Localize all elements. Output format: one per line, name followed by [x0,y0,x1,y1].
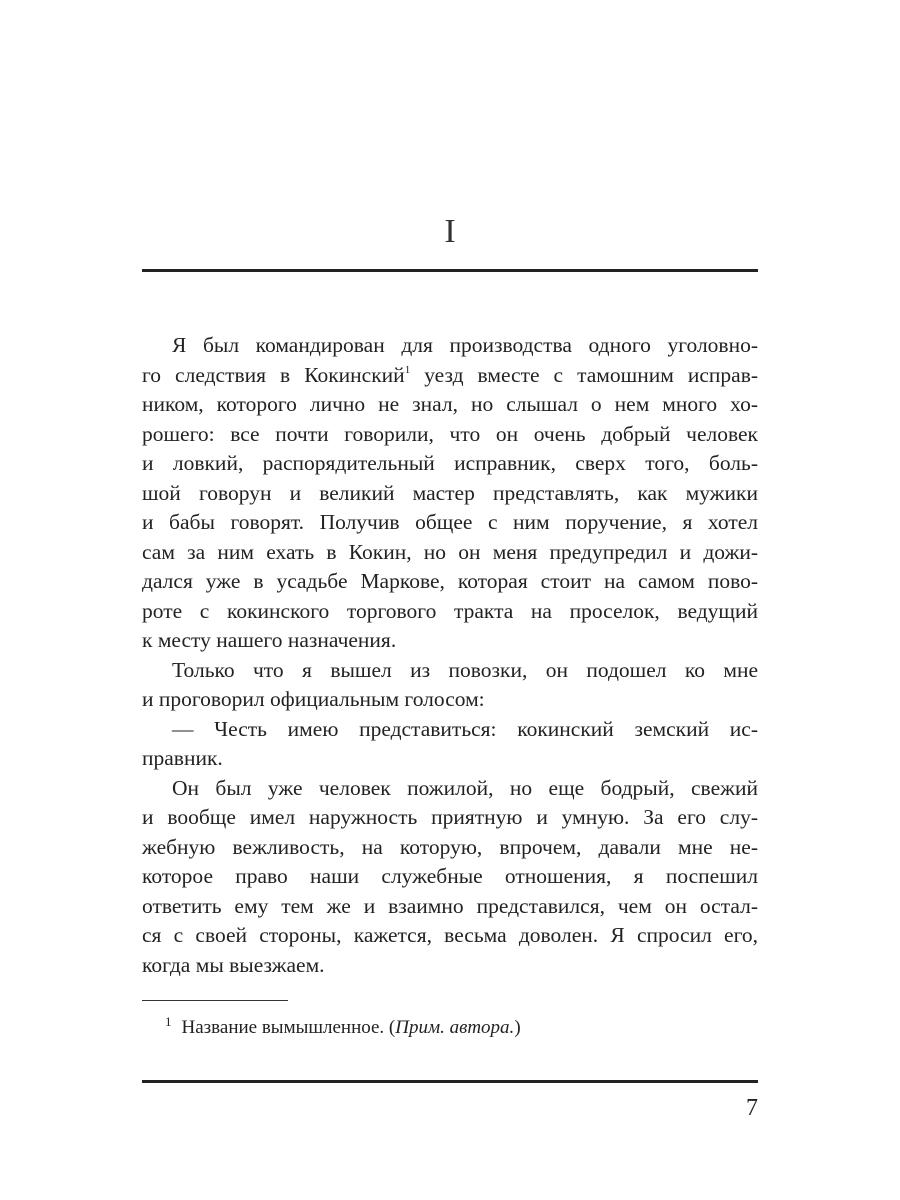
text-line: Он был уже человек пожилой, но еще бодрый, свежий [172,775,758,800]
text-line: — Честь имею представиться: кокинский земский ис- [172,716,758,741]
bottom-rule [142,1080,758,1083]
text-line: ся с своей стороны, кажется, весьма доволен. Я спросил его, [142,923,758,947]
footnote-text: Название вымышленное. ( [181,1017,396,1038]
footnote-reference[interactable]: 1 [404,363,411,376]
text-line: ником, которого лично не знал, но слышал о нем много хо- [142,392,758,416]
text-line: которое право наши служебные отношения, я поспешил [142,864,758,888]
text-line: ответить ему тем же и взаимно представился, чем он остал- [142,893,758,918]
text-line: Я был командирован для производства одного уголовно- [172,333,758,357]
text-fragment: уезд вместе с тамошним исправ- [424,362,758,387]
body-text [142,331,758,980]
text-line: и проговорил официальным голосом: [142,687,485,711]
text-fragment: го следствия в Кокинский [142,362,405,387]
text-line: когда мы выезжаем. [142,952,325,977]
text-line-with-footnote [142,361,758,391]
text-line: и ловкий, распорядительный исправник, сверх того, боль- [142,451,758,475]
text-line: Только что я вышел из повозки, он подошел ко мне [172,657,758,682]
text-line: к месту нашего назначения. [142,628,397,652]
text-line: жебную вежливость, на которую, впрочем, давали мне не- [142,834,758,859]
text-line: и вообще имел наружность приятную и умную. За его слу- [142,805,758,829]
footnote-italic-note: Прим. автора. [395,1017,515,1038]
text-line: правник. [142,746,223,770]
text-line: рошего: все почти говорили, что он очень добрый человек [142,421,758,446]
footnote-close-paren: ) [514,1017,521,1038]
text-line: и бабы говорят. Получив общее с ним поручение, я хотел [142,510,758,534]
text-line: шой говорун и великий мастер представлять, как мужики [142,480,758,505]
chapter-numeral: I [444,213,456,250]
text-line: сам за ним ехать в Кокин, но он меня предупредил и дожи- [142,539,758,564]
top-rule [142,269,758,272]
text-line: роте с кокинского торгового тракта на проселок, ведущий [142,598,758,623]
page-number: 7 [746,1095,758,1121]
footnote [165,1009,521,1041]
footnote-separator [142,1000,288,1001]
footnote-number: 1 [165,1014,172,1029]
text-line: дался уже в усадьбе Маркове, которая стоит на самом пово- [142,569,758,593]
